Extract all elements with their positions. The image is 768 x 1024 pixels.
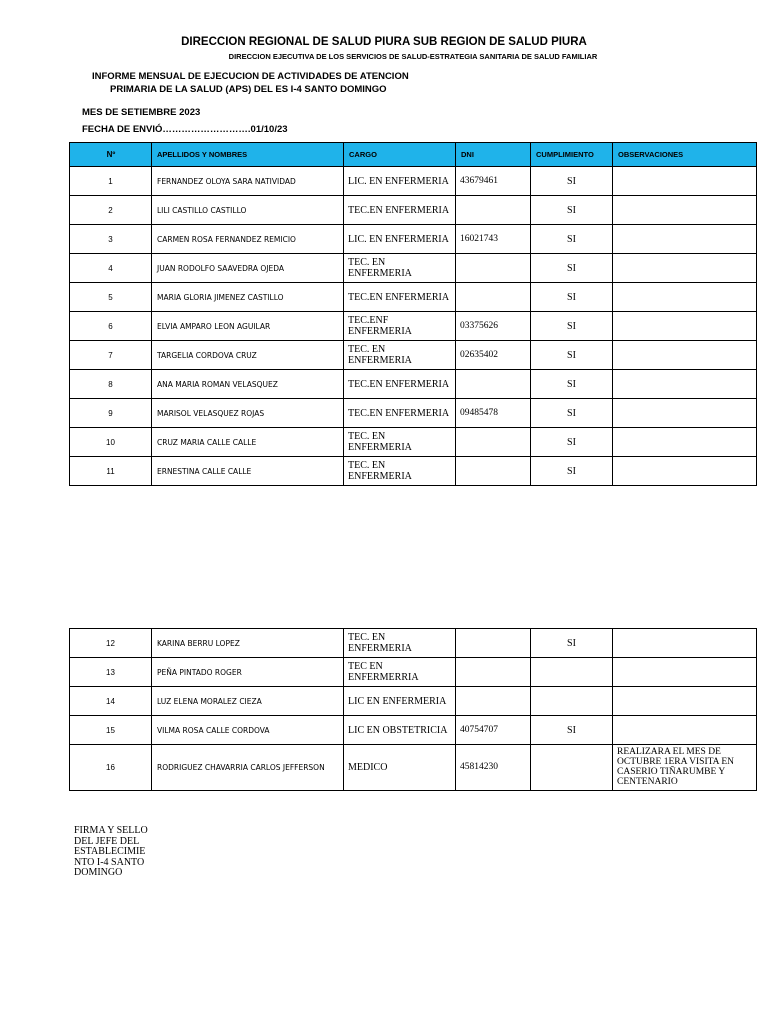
row-cumplimiento: SI [531,254,613,283]
row-name: PEÑA PINTADO ROGER [152,658,344,687]
row-cumplimiento: SI [531,341,613,370]
row-number: 5 [70,283,152,312]
row-number: 10 [70,428,152,457]
row-cargo: TEC.EN ENFERMERIA [344,399,456,428]
row-cargo: TEC. EN ENFERMERIA [344,457,456,486]
row-number: 2 [70,196,152,225]
activity-table-part-2 [69,628,757,791]
signature-block: FIRMA Y SELLO DEL JEFE DEL ESTABLECIMIE NTO I-4 SANTO DOMINGO [74,825,148,878]
row-name: TARGELIA CORDOVA CRUZ [152,341,344,370]
row-cumplimiento: SI [531,312,613,341]
row-observaciones [613,341,757,370]
table-row [70,399,757,428]
row-cargo: TEC.ENF ENFERMERIA [344,312,456,341]
table-row [70,341,757,370]
table-row [70,658,757,687]
row-number: 8 [70,370,152,399]
table-row [70,196,757,225]
row-number: 11 [70,457,152,486]
table-row [70,457,757,486]
row-dni [456,254,531,283]
row-observaciones [613,687,757,716]
row-name: JUAN RODOLFO SAAVEDRA OJEDA [152,254,344,283]
row-cumplimiento: SI [531,716,613,745]
row-cargo: LIC. EN ENFERMERIA [344,167,456,196]
row-cumplimiento: SI [531,167,613,196]
row-number: 1 [70,167,152,196]
row-number: 7 [70,341,152,370]
column-header-number: Nº [70,143,152,167]
row-cargo: TEC EN ENFERMERRIA [344,658,456,687]
row-name: FERNANDEZ OLOYA SARA NATIVIDAD [152,167,344,196]
row-dni: 43679461 [456,167,531,196]
row-dni [456,658,531,687]
row-dni [456,457,531,486]
row-number: 9 [70,399,152,428]
row-cumplimiento [531,687,613,716]
row-observaciones [613,283,757,312]
row-number: 4 [70,254,152,283]
row-dni: 16021743 [456,225,531,254]
row-observaciones [613,370,757,399]
row-cargo: MEDICO [344,745,456,791]
row-dni [456,629,531,658]
row-observaciones [613,399,757,428]
table-row [70,225,757,254]
row-number: 3 [70,225,152,254]
activity-table-part-1 [69,142,757,486]
row-cargo: TEC.EN ENFERMERIA [344,283,456,312]
row-cumplimiento [531,658,613,687]
report-title-line-2: PRIMARIA DE LA SALUD (APS) DEL ES I-4 SANTO DOMINGO [110,84,387,95]
row-name: LUZ ELENA MORALEZ CIEZA [152,687,344,716]
row-name: CARMEN ROSA FERNANDEZ REMICIO [152,225,344,254]
row-observaciones [613,428,757,457]
table-row [70,370,757,399]
row-name: ELVIA AMPARO LEON AGUILAR [152,312,344,341]
row-name: ERNESTINA CALLE CALLE [152,457,344,486]
row-dni [456,428,531,457]
row-observaciones [613,658,757,687]
row-cumplimiento: SI [531,399,613,428]
row-dni [456,196,531,225]
table-row [70,254,757,283]
row-dni [456,283,531,312]
row-observaciones [613,716,757,745]
row-name: LILI CASTILLO CASTILLO [152,196,344,225]
row-name: RODRIGUEZ CHAVARRIA CARLOS JEFFERSON [152,745,344,791]
row-cumplimiento [531,745,613,791]
row-observaciones [613,196,757,225]
row-cargo: TEC.EN ENFERMERIA [344,370,456,399]
row-name: KARINA BERRU LOPEZ [152,629,344,658]
table-row [70,716,757,745]
row-cargo: TEC.EN ENFERMERIA [344,196,456,225]
row-dni: 09485478 [456,399,531,428]
row-cargo: TEC. EN ENFERMERIA [344,629,456,658]
report-month: MES DE SETIEMBRE 2023 [82,107,201,118]
row-number: 14 [70,687,152,716]
row-dni: 03375626 [456,312,531,341]
column-header-name: APELLIDOS Y NOMBRES [152,143,344,167]
table-header-row [70,143,757,167]
row-observaciones [613,457,757,486]
document-title: DIRECCION REGIONAL DE SALUD PIURA SUB REGION DE SALUD PIURA [181,36,587,48]
column-header-cumplimiento: CUMPLIMIENTO [531,143,613,167]
row-number: 16 [70,745,152,791]
row-number: 6 [70,312,152,341]
row-cargo: TEC. EN ENFERMERIA [344,341,456,370]
row-observaciones [613,629,757,658]
column-header-observaciones: OBSERVACIONES [613,143,757,167]
column-header-cargo: CARGO [344,143,456,167]
row-name: MARISOL VELASQUEZ ROJAS [152,399,344,428]
row-cumplimiento: SI [531,370,613,399]
row-cumplimiento: SI [531,457,613,486]
report-title-line-1: INFORME MENSUAL DE EJECUCION DE ACTIVIDADES DE ATENCION [92,71,409,82]
table-row [70,283,757,312]
row-observaciones [613,312,757,341]
row-cumplimiento: SI [531,225,613,254]
row-number: 12 [70,629,152,658]
row-observaciones [613,225,757,254]
table-row [70,629,757,658]
row-cargo: TEC. EN ENFERMERIA [344,254,456,283]
row-cumplimiento: SI [531,196,613,225]
row-cargo: LIC EN OBSTETRICIA [344,716,456,745]
row-name: VILMA ROSA CALLE CORDOVA [152,716,344,745]
row-cumplimiento: SI [531,428,613,457]
row-cumplimiento: SI [531,283,613,312]
row-observaciones [613,254,757,283]
row-name: MARIA GLORIA JIMENEZ CASTILLO [152,283,344,312]
row-dni [456,370,531,399]
send-date: FECHA DE ENVIÓ……………………….01/10/23 [82,124,288,135]
row-observaciones [613,167,757,196]
column-header-dni: DNI [456,143,531,167]
row-cargo: TEC. EN ENFERMERIA [344,428,456,457]
row-dni: 02635402 [456,341,531,370]
table-row [70,167,757,196]
table-row [70,428,757,457]
row-dni: 45814230 [456,745,531,791]
row-dni [456,687,531,716]
row-number: 15 [70,716,152,745]
row-name: ANA MARIA ROMAN VELASQUEZ [152,370,344,399]
row-cargo: LIC. EN ENFERMERIA [344,225,456,254]
row-observaciones: REALIZARA EL MES DE OCTUBRE 1ERA VISITA EN CASERIO TIÑARUMBE Y CENTENARIO [613,745,757,791]
table-row [70,312,757,341]
row-number: 13 [70,658,152,687]
row-dni: 40754707 [456,716,531,745]
table-row [70,687,757,716]
table-row [70,745,757,791]
document-subtitle: DIRECCION EJECUTIVA DE LOS SERVICIOS DE SALUD-ESTRATEGIA SANITARIA DE SALUD FAMILIAR [228,52,598,61]
row-name: CRUZ MARIA CALLE CALLE [152,428,344,457]
row-cumplimiento: SI [531,629,613,658]
row-cargo: LIC EN ENFERMERIA [344,687,456,716]
